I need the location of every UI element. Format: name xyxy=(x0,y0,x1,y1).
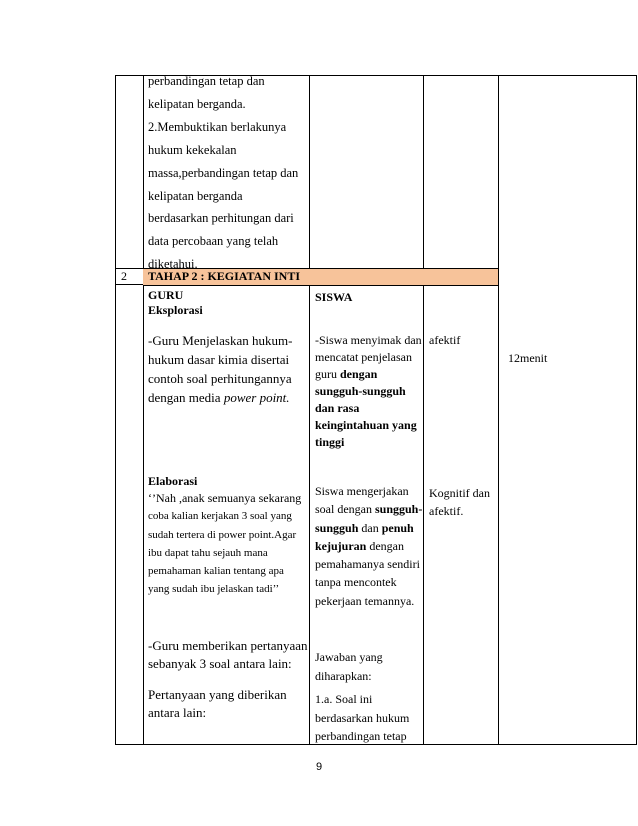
guru-question-given-line: Pertanyaan yang diberikan xyxy=(148,687,287,702)
siswa-exploration-line: tinggi xyxy=(315,435,345,449)
siswa-elaboration-line xyxy=(315,500,421,518)
siswa-answer xyxy=(315,648,421,686)
top-line: data percobaan yang telah xyxy=(148,234,279,249)
siswa-elaboration-line: tanpa mencontek xyxy=(315,575,397,590)
siswa-exploration-text: guru xyxy=(315,367,340,381)
guru-question-given-line: antara lain: xyxy=(148,705,207,720)
top-block xyxy=(148,70,308,276)
column-divider-3b xyxy=(423,284,424,745)
siswa-elaboration xyxy=(315,482,421,610)
top-line: 2.Membuktikan berlakunya xyxy=(148,119,287,134)
row-number: 2 xyxy=(121,269,127,283)
siswa-elaboration-line xyxy=(315,519,421,537)
guru-exploration-line: hukum dasar kimia disertai xyxy=(148,352,290,367)
guru-exploration xyxy=(148,331,306,407)
siswa-elaboration-line: pemahamanya sendiri xyxy=(315,557,420,572)
guru-question-line: sebanyak 3 soal antara lain: xyxy=(148,656,292,671)
table-left-border xyxy=(115,75,116,745)
siswa-label: SISWA xyxy=(315,290,353,304)
duration: 12menit xyxy=(508,351,548,365)
column-divider-2b xyxy=(309,284,310,745)
column-divider-3 xyxy=(423,75,424,269)
siswa-exploration-line: sungguh-sungguh xyxy=(315,384,406,398)
assessment-kognitif-line: Kognitif dan xyxy=(429,486,490,500)
siswa-exploration-line: keingintahuan yang xyxy=(315,418,417,432)
elaborasi-label: Elaborasi xyxy=(148,474,198,488)
siswa-answer-detail xyxy=(315,690,421,746)
siswa-exploration xyxy=(315,332,421,451)
assessment-kognitif-line: afektif. xyxy=(429,504,464,518)
power-point-text: power point. xyxy=(223,390,290,405)
siswa-elaboration-bold: sungguh- xyxy=(374,502,423,517)
guru-elaboration-line: yang sudah ibu jelaskan tadi’’ xyxy=(148,583,280,596)
siswa-answer-detail-line: perbandingan tetap xyxy=(315,729,407,743)
siswa-answer-detail-line: 1.a. Soal ini xyxy=(315,692,373,706)
guru-elaboration-line: ibu dapat tahu sejauh mana xyxy=(148,546,268,559)
column-divider-1 xyxy=(143,75,144,745)
siswa-elaboration-bold: sungguh xyxy=(315,520,359,535)
siswa-exploration-line: mencatat penjelasan xyxy=(315,350,412,364)
top-line: berdasarkan perhitungan dari xyxy=(148,211,294,226)
siswa-elaboration-line: pekerjaan temannya. xyxy=(315,593,415,608)
top-line: hukum kekekalan xyxy=(148,142,237,157)
guru-elaboration-line: ‘’Nah ,anak semuanya sekarang xyxy=(148,491,302,505)
page-number: 9 xyxy=(315,761,323,773)
siswa-elaboration-text: dengan xyxy=(366,538,404,553)
table-right-border xyxy=(636,75,637,745)
guru-elaboration-line: pemahaman kalian tentang apa xyxy=(148,565,284,578)
siswa-elaboration-bold: penuh xyxy=(381,520,414,535)
top-line: perbandingan tetap dan xyxy=(148,74,265,88)
assessment-kognitif xyxy=(429,484,490,520)
column-divider-2 xyxy=(309,75,310,269)
guru-question xyxy=(148,637,306,673)
siswa-elaboration-line xyxy=(315,537,421,555)
guru-exploration-line xyxy=(148,388,306,407)
top-line: diketahui. xyxy=(148,257,198,272)
top-line: kelipatan berganda. xyxy=(148,96,246,111)
guru-exploration-text: dengan media xyxy=(148,390,224,405)
guru-exploration-line: -Guru Menjelaskan hukum- xyxy=(148,333,293,348)
guru-elaboration-line: sudah tertera di power point.Agar xyxy=(148,528,297,541)
top-line: massa,perbandingan tetap dan xyxy=(148,165,299,180)
guru-elaboration-line: coba kalian kerjakan 3 soal yang xyxy=(148,510,292,523)
guru-elaboration xyxy=(148,489,306,599)
siswa-answer-detail-line: berdasarkan hukum xyxy=(315,710,410,725)
eksplorasi-label: Eksplorasi xyxy=(148,303,203,317)
siswa-exploration-line: -Siswa menyimak dan xyxy=(315,333,422,347)
assessment-afektif: afektif xyxy=(429,333,461,347)
siswa-elaboration-bold: kejujuran xyxy=(315,538,367,553)
stage-title: TAHAP 2 : KEGIATAN INTI xyxy=(148,269,301,283)
column-divider-4 xyxy=(498,75,499,745)
top-line: kelipatan berganda xyxy=(148,188,243,203)
siswa-answer-line: Jawaban yang xyxy=(315,650,383,664)
guru-question-given xyxy=(148,686,306,722)
siswa-exploration-bold: dengan xyxy=(340,367,378,381)
siswa-exploration-line: dan rasa xyxy=(315,401,360,415)
siswa-elaboration-text: soal dengan xyxy=(315,502,375,517)
guru-label: GURU xyxy=(148,288,184,302)
guru-question-line: -Guru memberikan pertanyaan xyxy=(148,638,308,653)
siswa-elaboration-text: dan xyxy=(358,520,382,535)
siswa-elaboration-line: Siswa mengerjakan xyxy=(315,484,409,498)
siswa-exploration-line xyxy=(315,366,421,383)
siswa-answer-line: diharapkan: xyxy=(315,669,372,683)
guru-exploration-line: contoh soal perhitungannya xyxy=(148,371,292,386)
